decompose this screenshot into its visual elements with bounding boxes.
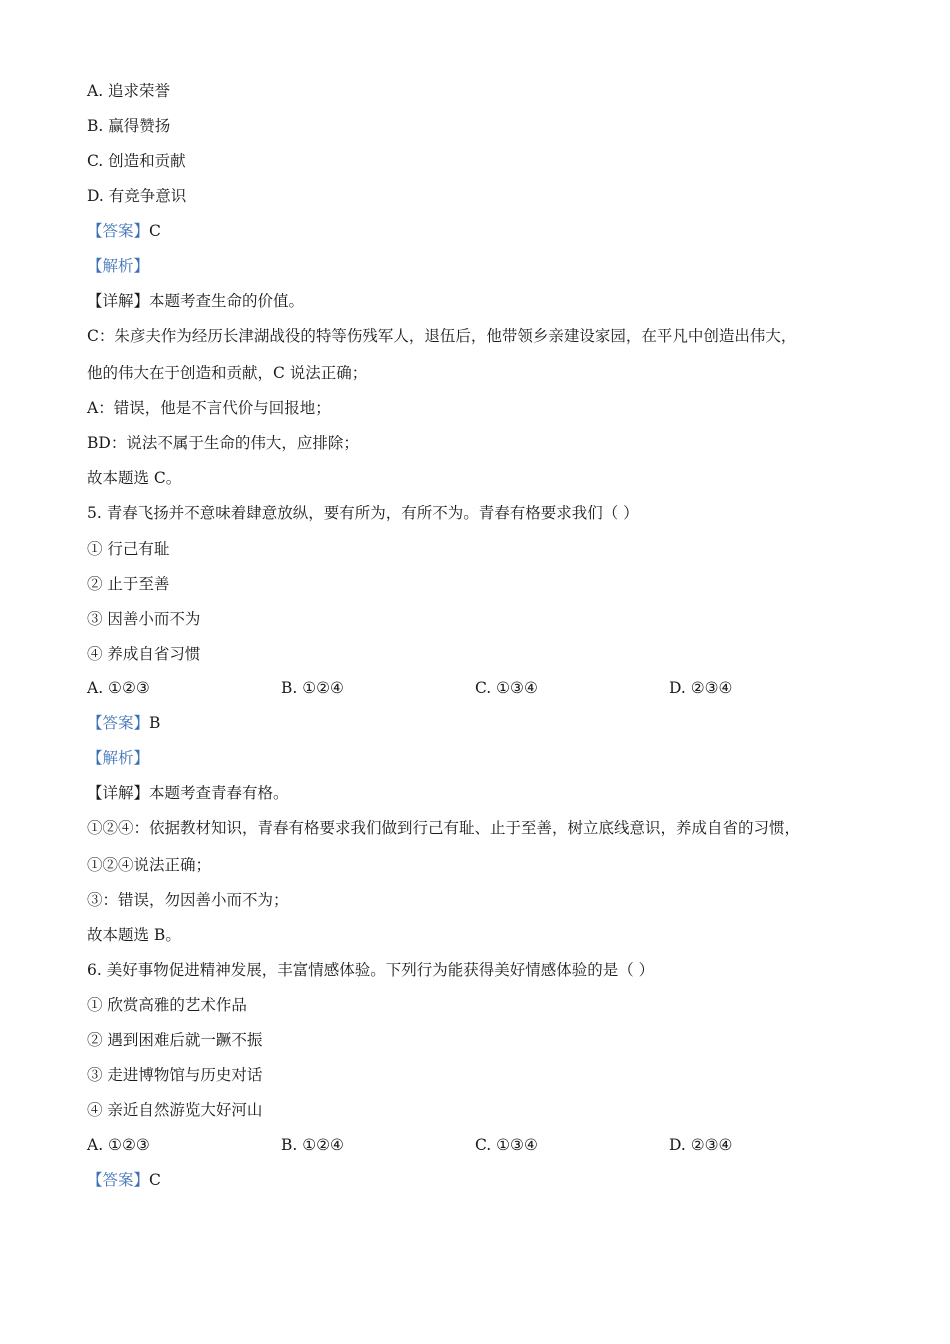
q5-stem: 5. 青春飞扬并不意味着肆意放纵，要有所为，有所不为。青春有格要求我们（ ） — [87, 504, 639, 522]
q5-choice-d: D. ②③④ — [669, 679, 733, 697]
detail-text: 本题考查青春有格。 — [149, 784, 289, 802]
q5-choice-b: B. ①②④ — [281, 679, 344, 697]
detail-label: 【详解】 — [87, 292, 150, 310]
q6-choice-d: D. ②③④ — [669, 1136, 733, 1154]
answer-value: B — [149, 714, 161, 732]
q6-answer-line — [87, 1170, 161, 1190]
answer-value: C — [149, 1171, 161, 1189]
answer-label: 【答案】 — [87, 714, 150, 732]
q5-explain-4: 故本题选 B。 — [87, 926, 181, 944]
q5-choice-a: A. ①②③ — [87, 679, 150, 697]
q5-answer-line — [87, 713, 160, 733]
q6-item-2: ② 遇到困难后就一蹶不振 — [87, 1031, 263, 1049]
q6-choices — [87, 1135, 887, 1155]
q5-detail-line — [87, 783, 289, 803]
q5-item-2: ② 止于至善 — [87, 575, 170, 593]
q5-analysis-label: 【解析】 — [87, 749, 150, 767]
q4-analysis-label: 【解析】 — [87, 257, 150, 275]
q5-explain-3: ③：错误，勿因善小而不为； — [87, 891, 289, 909]
q5-item-1: ① 行己有耻 — [87, 540, 170, 558]
answer-label: 【答案】 — [87, 222, 150, 240]
detail-text: 本题考查生命的价值。 — [149, 292, 305, 310]
q4-option-d: D. 有竞争意识 — [87, 187, 187, 205]
q4-explain-5: 故本题选 C。 — [87, 469, 182, 487]
q6-choice-b: B. ①②④ — [281, 1136, 344, 1154]
answer-label: 【答案】 — [87, 1171, 150, 1189]
q5-choices — [87, 678, 887, 698]
q4-detail-line — [87, 291, 304, 311]
q5-item-4: ④ 养成自省习惯 — [87, 645, 201, 663]
answer-value: C — [149, 222, 161, 240]
q4-option-a: A. 追求荣誉 — [87, 82, 171, 100]
q6-item-1: ① 欣赏高雅的艺术作品 — [87, 996, 247, 1014]
q5-item-3: ③ 因善小而不为 — [87, 610, 201, 628]
q4-option-c: C. 创造和贡献 — [87, 152, 186, 170]
q6-item-3: ③ 走进博物馆与历史对话 — [87, 1066, 263, 1084]
q5-explain-1: ①②④：依据教材知识，青春有格要求我们做到行己有耻、止于至善，树立底线意识，养成自省的习惯， — [87, 819, 801, 837]
q4-explain-1: C：朱彦夫作为经历长津湖战役的特等伤残军人，退伍后，他带领乡亲建设家园，在平凡中创造出伟大， — [87, 327, 797, 345]
q6-choice-c: C. ①③④ — [475, 1136, 538, 1154]
q5-explain-2: ①②④说法正确； — [87, 856, 212, 874]
q4-explain-2: 他的伟大在于创造和贡献，C 说法正确； — [87, 364, 368, 382]
detail-label: 【详解】 — [87, 784, 150, 802]
q4-explain-4: BD：说法不属于生命的伟大，应排除； — [87, 434, 359, 452]
q4-option-b: B. 赢得赞扬 — [87, 117, 171, 135]
q6-item-4: ④ 亲近自然游览大好河山 — [87, 1101, 263, 1119]
q5-choice-c: C. ①③④ — [475, 679, 538, 697]
q4-answer-line — [87, 221, 161, 241]
q6-choice-a: A. ①②③ — [87, 1136, 150, 1154]
q4-explain-3: A：错误，他是不言代价与回报地； — [87, 399, 331, 417]
q6-stem: 6. 美好事物促进精神发展，丰富情感体验。下列行为能获得美好情感体验的是（ ） — [87, 961, 655, 979]
